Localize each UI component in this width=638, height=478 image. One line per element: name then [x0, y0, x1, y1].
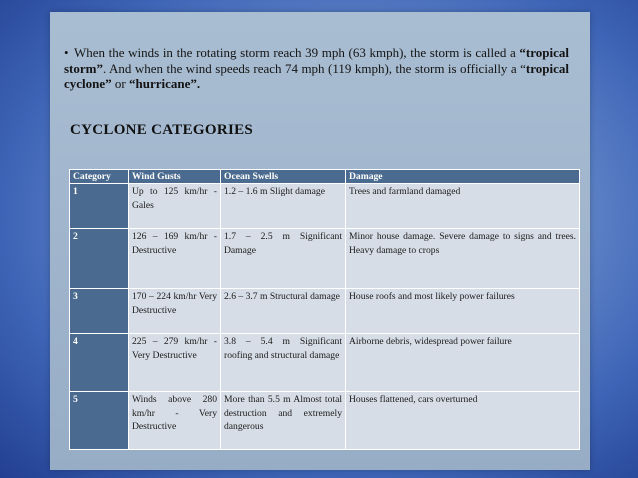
- wind-gusts-cell: 225 – 279 km/hr - Very Destructive: [129, 334, 221, 392]
- category-cell: 5: [70, 392, 129, 450]
- term-tropical-cyclone: tropical cyclone”: [64, 60, 569, 91]
- ocean-swells-cell: 1.2 – 1.6 m Slight damage: [221, 184, 346, 229]
- bullet-icon: •: [64, 45, 69, 60]
- damage-cell: Trees and farmland damaged: [346, 184, 580, 229]
- category-cell: 2: [70, 229, 129, 289]
- wind-gusts-cell: 126 – 169 km/hr - Destructive: [129, 229, 221, 289]
- cyclone-categories-table: [69, 169, 580, 450]
- ocean-swells-cell: More than 5.5 m Almost total destruction and extremely dangerous: [221, 392, 346, 450]
- intro-text-1: When the winds in the rotating storm reach 39 mph (63 kmph), the storm is called a: [70, 45, 520, 60]
- damage-cell: Houses flattened, cars overturned: [346, 392, 580, 450]
- ocean-swells-cell: 1.7 – 2.5 m Significant Damage: [221, 229, 346, 289]
- category-cell: 3: [70, 289, 129, 334]
- header-category: Category: [70, 170, 129, 184]
- damage-cell: Minor house damage. Severe damage to signs and trees. Heavy damage to crops: [346, 229, 580, 289]
- table-row: [70, 229, 580, 289]
- section-heading: CYCLONE CATEGORIES: [70, 122, 254, 138]
- category-cell: 1: [70, 184, 129, 229]
- category-cell: 4: [70, 334, 129, 392]
- intro-text-2: . And when the wind speeds reach 74 mph (119 kmph), the storm is officially a “: [103, 60, 526, 76]
- term-hurricane: “hurricane”.: [129, 76, 201, 91]
- damage-cell: House roofs and most likely power failures: [346, 289, 580, 334]
- wind-gusts-cell: 170 – 224 km/hr Very Destructive: [129, 289, 221, 334]
- ocean-swells-cell: 2.6 – 3.7 m Structural damage: [221, 289, 346, 334]
- header-wind-gusts: Wind Gusts: [129, 170, 221, 184]
- ocean-swells-cell: 3.8 – 5.4 m Significant roofing and structural damage: [221, 334, 346, 392]
- wind-gusts-cell: Up to 125 km/hr - Gales: [129, 184, 221, 229]
- wind-gusts-cell: Winds above 280 km/hr - Very Destructive: [129, 392, 221, 450]
- intro-text-3: or: [111, 76, 129, 91]
- damage-cell: Airborne debris, widespread power failure: [346, 334, 580, 392]
- header-ocean-swells: Ocean Swells: [221, 170, 346, 184]
- table-row: [70, 392, 580, 450]
- table-row: [70, 184, 580, 229]
- header-damage: Damage: [346, 170, 580, 184]
- term-tropical-storm: “tropical storm”: [64, 45, 569, 76]
- table-header-row: [70, 170, 580, 184]
- table-row: [70, 289, 580, 334]
- slide: [50, 12, 590, 470]
- table-row: [70, 334, 580, 392]
- intro-paragraph: [64, 45, 569, 92]
